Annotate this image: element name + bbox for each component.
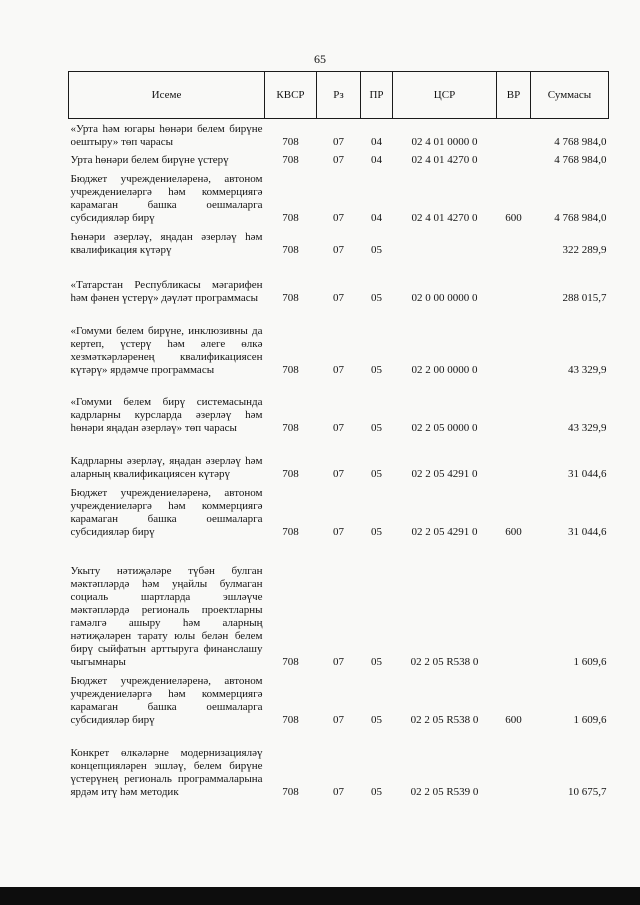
- table-row: [69, 305, 609, 377]
- row-csr: 02 2 00 0000 0: [411, 363, 478, 376]
- row-sum: 4 768 984,0: [554, 153, 607, 166]
- row-name: Кадрларны әзерләү, яңадан әзерләү һәм аларның квалификациясен күтәрү: [70, 454, 263, 480]
- row-pr: 05: [371, 785, 382, 798]
- row-kvsr: 708: [282, 291, 299, 304]
- row-rz: 07: [333, 135, 344, 148]
- row-vr: [497, 149, 531, 167]
- row-pr: 05: [371, 421, 382, 434]
- row-rz: 07: [333, 525, 344, 538]
- row-pr: 05: [371, 525, 382, 538]
- row-name: Һөнәри әзерләү, яңадан әзерләү һәм квалификация күтәрү: [70, 230, 263, 256]
- row-csr: 02 0 00 0000 0: [411, 291, 478, 304]
- table-row: [69, 727, 609, 799]
- row-csr: 02 2 05 4291 0: [411, 525, 478, 538]
- row-pr: 04: [371, 153, 382, 166]
- row-sum: 288 015,7: [562, 291, 607, 304]
- row-vr: 600: [505, 211, 522, 224]
- row-kvsr: 708: [282, 655, 299, 668]
- row-rz: 07: [333, 467, 344, 480]
- row-kvsr: 708: [282, 153, 299, 166]
- row-rz: 07: [333, 363, 344, 376]
- row-rz: 07: [333, 291, 344, 304]
- row-csr: 02 4 01 4270 0: [411, 211, 478, 224]
- row-sum: 4 768 984,0: [554, 135, 607, 148]
- row-sum: 43 329,9: [568, 363, 607, 376]
- row-vr: [497, 727, 531, 799]
- row-vr: [497, 435, 531, 481]
- col-header-csr: ЦСР: [393, 72, 497, 119]
- row-kvsr: 708: [282, 467, 299, 480]
- row-kvsr: 708: [282, 785, 299, 798]
- row-vr: 600: [505, 525, 522, 538]
- table-row: [69, 481, 609, 539]
- row-kvsr: 708: [282, 363, 299, 376]
- row-rz: 07: [333, 153, 344, 166]
- row-kvsr: 708: [282, 211, 299, 224]
- row-kvsr: 708: [282, 525, 299, 538]
- row-name: Бюджет учреждениеләренә, автоном учреждениеләргә һәм коммерциягә карамаган башка оешмаларга субсидияләр бирү: [70, 674, 263, 726]
- row-pr: 05: [371, 713, 382, 726]
- table-row: [69, 539, 609, 669]
- row-csr: [393, 225, 497, 257]
- row-sum: 322 289,9: [562, 243, 607, 256]
- table-header-row: [69, 72, 609, 119]
- col-header-rz: Рз: [317, 72, 361, 119]
- table-row: [69, 149, 609, 167]
- page-number: 65: [314, 52, 326, 66]
- col-header-name: Исеме: [69, 72, 265, 119]
- row-vr: [497, 377, 531, 435]
- row-rz: 07: [333, 243, 344, 256]
- row-sum: 31 044,6: [568, 467, 607, 480]
- row-vr: 600: [505, 713, 522, 726]
- row-pr: 05: [371, 655, 382, 668]
- col-header-sum: Суммасы: [531, 72, 609, 119]
- row-rz: 07: [333, 713, 344, 726]
- row-vr: [497, 257, 531, 305]
- row-vr: [497, 539, 531, 669]
- row-name: Бюджет учреждениеләренә, автоном учреждениеләргә һәм коммерциягә карамаган башка оешмаларга субсидияләр бирү: [70, 172, 263, 224]
- row-csr: 02 2 05 R539 0: [410, 785, 479, 798]
- row-csr: 02 2 05 R538 0: [410, 655, 479, 668]
- budget-table: [68, 71, 609, 799]
- row-sum: 43 329,9: [568, 421, 607, 434]
- row-pr: 04: [371, 211, 382, 224]
- row-pr: 04: [371, 135, 382, 148]
- row-name: Укыту нәтиҗәләре түбән булган мәктәпләрдә һәм уңайлы булмаган социаль шартларда эшләүче мәктәпләрдә региональ проектларны гамәлгә ашыру һәм аларның нәтиҗәләрен тарату юлы белән белем бирү сыйфатын арттыруга финанслашу чыгымнары: [70, 564, 263, 668]
- table-row: [69, 377, 609, 435]
- table-row: [69, 257, 609, 305]
- table-row: [69, 225, 609, 257]
- row-csr: 02 2 05 R538 0: [410, 713, 479, 726]
- col-header-kvsr: КВСР: [265, 72, 317, 119]
- row-rz: 07: [333, 785, 344, 798]
- row-sum: 4 768 984,0: [554, 211, 607, 224]
- row-csr: 02 2 05 0000 0: [411, 421, 478, 434]
- row-kvsr: 708: [282, 713, 299, 726]
- row-name: «Урта һәм югары һөнәри белем бирүне оештыру» төп чарасы: [70, 122, 263, 148]
- row-sum: 1 609,6: [573, 655, 607, 668]
- row-pr: 05: [371, 467, 382, 480]
- row-sum: 31 044,6: [568, 525, 607, 538]
- row-vr: [497, 305, 531, 377]
- row-kvsr: 708: [282, 243, 299, 256]
- row-name: Конкрет өлкәләрне модернизацияләү концепцияләрен эшләү, белем бирүне үстерүнең региональ программаларына ярдәм итү һәм методик: [70, 746, 263, 798]
- row-sum: 1 609,6: [573, 713, 607, 726]
- row-csr: 02 2 05 4291 0: [411, 467, 478, 480]
- row-name: «Гомуми белем бирү системасында кадрларны курсларда әзерләү һәм һөнәри яңадан әзерләү» төп чарасы: [70, 395, 263, 434]
- table-row: [69, 669, 609, 727]
- row-name: Бюджет учреждениеләренә, автоном учреждениеләргә һәм коммерциягә карамаган башка оешмаларга субсидияләр бирү: [70, 486, 263, 538]
- row-pr: 05: [371, 291, 382, 304]
- table-row: [69, 167, 609, 225]
- row-vr: [497, 225, 531, 257]
- col-header-pr: ПР: [361, 72, 393, 119]
- table-row: [69, 119, 609, 149]
- col-header-vr: ВР: [497, 72, 531, 119]
- row-name: «Гомуми белем бирүне, инклюзивны да кертеп, үстерү һәм әлеге өлкә хезмәткәрләренең квалификациясен күтәрү» ярдәмче программасы: [70, 324, 263, 376]
- row-csr: 02 4 01 0000 0: [411, 135, 478, 148]
- table-row: [69, 435, 609, 481]
- row-rz: 07: [333, 421, 344, 434]
- row-rz: 07: [333, 655, 344, 668]
- row-vr: [497, 119, 531, 149]
- row-sum: 10 675,7: [568, 785, 607, 798]
- scan-bottom-edge: [0, 887, 640, 905]
- row-pr: 05: [371, 363, 382, 376]
- row-kvsr: 708: [282, 135, 299, 148]
- row-kvsr: 708: [282, 421, 299, 434]
- row-name: «Татарстан Республикасы мәгарифен һәм фәнен үстерү» дәүләт программасы: [70, 278, 263, 304]
- row-name: Урта һөнәри белем бирүне үстерү: [70, 153, 229, 166]
- row-pr: 05: [371, 243, 382, 256]
- row-csr: 02 4 01 4270 0: [411, 153, 478, 166]
- row-rz: 07: [333, 211, 344, 224]
